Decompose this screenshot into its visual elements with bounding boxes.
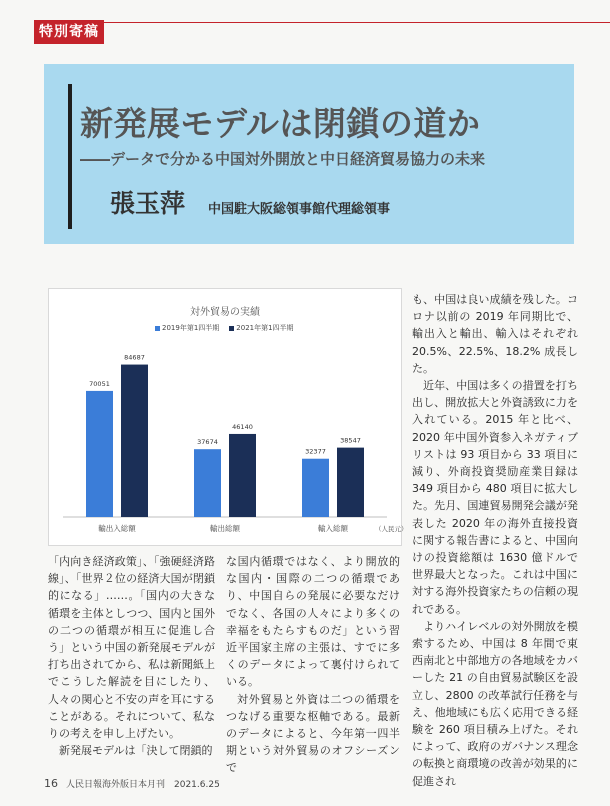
paragraph: 近年、中国は多くの措置を打ち出し、開放拡大と外資誘致に力を入れている。2015 年と比べ、2020 年中国外資参入ネガティブリストは 93 項目から 33 項目に減り、外商投資奨励産業目録は 349 項目から 480 項目に拡大した。先月、国連貿易開発会議が発表した 2020 年の海外直接投資に関する報告書によると、中国向けの投資総額は 1630 億ドルで世界最大となった。これは中国に対する海外投資家たちの信頼の現れである。 — [412, 379, 578, 616]
data-label: 38547 — [340, 436, 361, 445]
author-role: 中国駐大阪総領事館代理総領事 — [208, 202, 391, 217]
unit-note: （人民元） — [375, 525, 408, 533]
bar-2-series-0 — [302, 459, 329, 517]
data-label: 84687 — [124, 353, 145, 362]
trade-chart — [48, 288, 408, 546]
category-label: 輸出入総額 — [98, 524, 136, 533]
body-column-left — [48, 553, 215, 759]
article-subtitle: ――データで分かる中国対外開放と中日経済貿易協力の未来 — [80, 150, 486, 168]
chart-title: 対外貿易の実績 — [190, 307, 260, 318]
page-number: 16 — [44, 777, 58, 790]
bar-chart-svg — [49, 289, 408, 545]
paragraph: な国内循環ではなく、より開放的な国内・国際の二つの循環であり、中国自らの発展に必要なだけでなく、各国の人々により多くの幸福をもたらすものだ」という習近平国家主席の主張は、すでに多くのデータによって裏付けられている。 — [226, 555, 400, 689]
paragraph: 「内向き経済政策」、「強硬経済路線」、「世界２位の経済大国が閉鎖的になる」……。「国内の大きな循環を主体としつつ、国内と国外の二つの循環が相互に促進し合う」という中国の新発展モデルが打ち出されてから、私は新聞紙上でこうした解読を目にしたり、人々の関心と不安の声を耳にすることがある。それについて、私なりの考えを申し上げたい。 — [48, 555, 215, 741]
header-rule — [34, 22, 610, 23]
bar-2-series-1 — [337, 448, 364, 517]
body-column-middle — [226, 553, 400, 777]
publication-info: 人民日報海外版日本月刊 2021.6.25 — [66, 780, 220, 790]
paragraph: 対外貿易と外資は二つの循環をつなげる重要な枢軸である。最新のデータによると、今年第一四半期という対外貿易のオフシーズンで — [226, 692, 400, 775]
article-title: 新発展モデルは閉鎖の道か — [80, 104, 481, 143]
author-name: 張玉萍 — [110, 189, 186, 218]
body-column-right — [412, 291, 578, 790]
data-label: 70051 — [89, 379, 110, 388]
paragraph: 新発展モデルは「決して閉鎖的 — [59, 744, 213, 758]
legend-label: 2019年第1四半期 — [162, 324, 220, 332]
legend-label: 2021年第1四半期 — [236, 324, 294, 332]
bar-0-series-0 — [86, 391, 113, 517]
data-label: 46140 — [232, 422, 253, 431]
page-footer — [44, 777, 220, 790]
data-label: 37674 — [197, 438, 218, 447]
bar-0-series-1 — [121, 365, 148, 517]
data-label: 32377 — [305, 447, 326, 456]
section-tag: 特別寄稿 — [34, 20, 104, 44]
category-label: 輸出総額 — [210, 524, 240, 533]
bar-1-series-1 — [229, 434, 256, 517]
paragraph: よりハイレベルの対外開放を模索するため、中国は 8 年間で東西南北と中部地方の各地域をカバーした 21 の自由貿易試験区を設立し、2800 の改革試行任務を与え、他地域にも広く応用できる経験を 260 項目積み上げた。それによって、政府のガバナンス理念の転換と商環境の改善が効果的に促進され — [412, 619, 578, 788]
paragraph: も、中国は良い成績を残した。コロナ以前の 2019 年同期比で、輸出入と輸出、輸入はそれぞれ 20.5%、22.5%、18.2% 成長した。 — [412, 293, 578, 375]
bar-1-series-0 — [194, 449, 221, 517]
title-accent-bar — [68, 84, 72, 229]
category-label: 輸入総額 — [318, 524, 348, 533]
